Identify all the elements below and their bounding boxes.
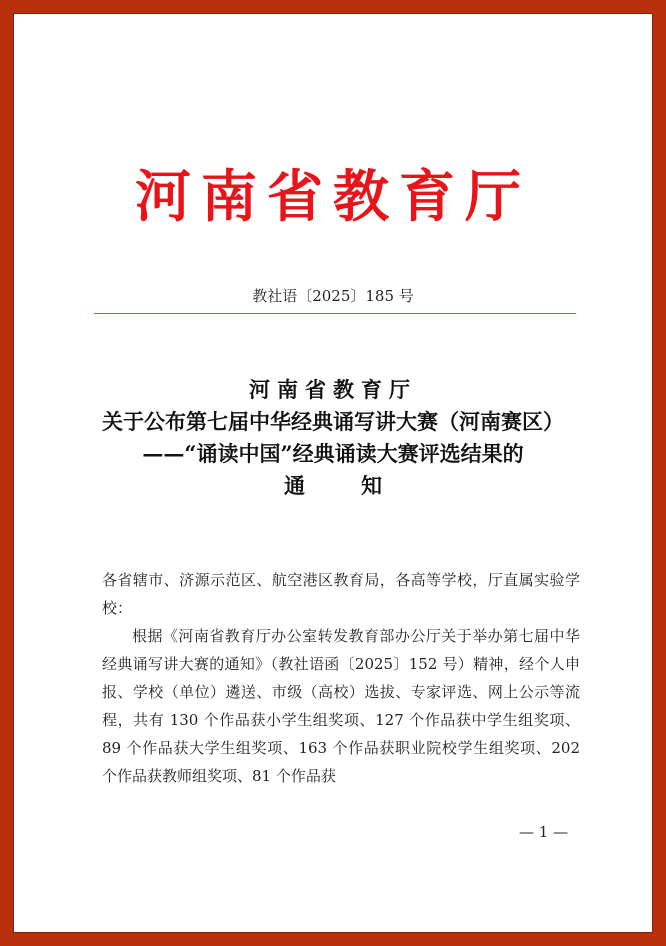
heading-line-4: 通知 xyxy=(284,473,438,498)
document-number: 教社语〔2025〕185 号 xyxy=(252,287,414,305)
red-divider-line xyxy=(94,313,576,314)
page-number: — 1 — xyxy=(519,823,569,841)
document-body xyxy=(102,566,580,790)
body-paragraph: 根据《河南省教育厅办公室转发教育部办公厅关于举办第七届中华经典诵写讲大赛的通知》（教社语函〔2025〕152 号）精神，经个人申报、学校（单位）遴送、市级（高校）选拔、专家评选、网上公示等流程，共有 130 个作品获小学生组奖项、127 个作品获中学生组奖项、89 个作品获大学生组奖项、163 个作品获职业院校学生组奖项、202 个作品获教师组奖项、81 个作品获 xyxy=(102,627,580,785)
issuing-organization-title: 河南省教育厅 xyxy=(135,164,531,230)
heading-line-3: ——“诵读中国”经典诵读大赛评选结果的 xyxy=(142,441,524,466)
heading-line-1: 河南省教育厅 xyxy=(249,377,417,402)
document-heading xyxy=(14,374,652,502)
heading-line-2: 关于公布第七届中华经典诵写讲大赛（河南赛区） xyxy=(102,409,564,434)
addressee-paragraph: 各省辖市、济源示范区、航空港区教育局，各高等学校，厅直属实验学校： xyxy=(102,571,580,617)
document-page xyxy=(14,14,652,932)
